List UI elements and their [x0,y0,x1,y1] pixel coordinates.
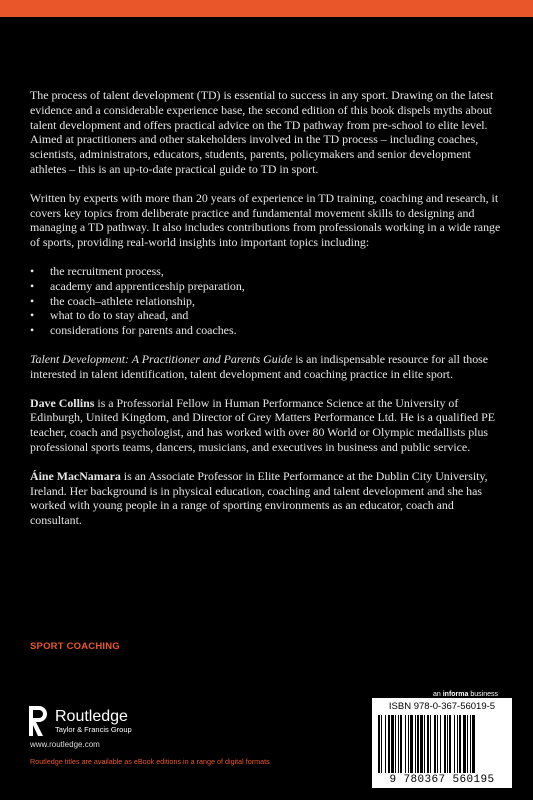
list-item: • academy and apprenticeship preparation, [30,279,506,294]
list-item: • the coach–athlete relationship, [30,294,506,309]
barcode-icon [376,715,508,773]
informa-brand: informa [442,691,469,698]
informa-business-label [433,691,498,698]
author-bio-collins [30,396,506,455]
publisher-name: Routledge [55,708,128,725]
author-bio: is a Professorial Fellow in Human Performance Science at the University of Edinburgh, United Kingdom, and Director of Grey Matters Performance Ltd. He is a qualified PE teacher, coach and psychologist, and has worked with over 80 World or Olympic medallists plus professional sports teams, dancers, musicians, and executives in business and public service. [30,395,496,454]
category-label: SPORT COACHING [30,641,120,652]
summary-paragraph [30,352,506,382]
routledge-logo-icon [27,704,49,738]
book-title: Talent Development: A Practitioner and Parents Guide [30,351,293,366]
list-item: • what to do to stay ahead, and [30,308,506,323]
intro-paragraph: The process of talent development (TD) is essential to success in any sport. Drawing on the latest evidence and a considerable experience base, the second edition of this book dispels myths about talent development and offers practical advice on the TD pathway from pre-school to elite level. Aimed at practitioners and other stakeholders involved in the TD process – including coaches, scientists, administrators, educators, students, parents, policymakers and senior development athletes – this is an up-to-date practical guide to TD in sport. [30,88,494,176]
publisher-block [27,704,132,738]
ean-number: 9 780367 560195 [389,774,495,786]
experts-paragraph: Written by experts with more than 20 years of experience in TD training, coaching and research, it covers key topics from deliberate practice and fundamental movement skills to designing and managing a TD pathway. It also includes contributions from professionals working in a wide range of sports, providing real-world insights into important topics including: [30,190,501,250]
barcode-panel [372,698,512,788]
author-name: Dave Collins [30,395,95,410]
author-bio-macnamara [30,469,506,528]
top-accent-bar [0,0,533,17]
list-item: • considerations for parents and coaches. [30,323,506,338]
informa-suffix: business [468,691,498,698]
list-item: • the recruitment process, [30,264,506,279]
publisher-website-link[interactable]: www.routledge.com [30,740,100,749]
author-bio: is an Associate Professor in Elite Performance at the Dublin City University, Ireland. Her background is in physical education, coaching and talent development and she has worked with young people in a range of sporting environments as an educator, coach and consultant. [30,468,488,528]
book-summary: is an indispensable resource for all those interested in talent identification, talent development and coaching practice in elite sport. [30,351,489,381]
publisher-text [55,708,132,734]
author-name: Áine MacNamara [30,468,121,483]
ebook-note: Routledge titles are available as eBook editions in a range of digital formats [30,757,270,766]
publisher-subtitle: Taylor & Francis Group [55,725,132,734]
isbn-label: ISBN 978-0-367-56019-5 [388,701,496,712]
topics-list [30,264,506,338]
informa-prefix: an [433,691,443,698]
back-cover-text [30,88,506,542]
